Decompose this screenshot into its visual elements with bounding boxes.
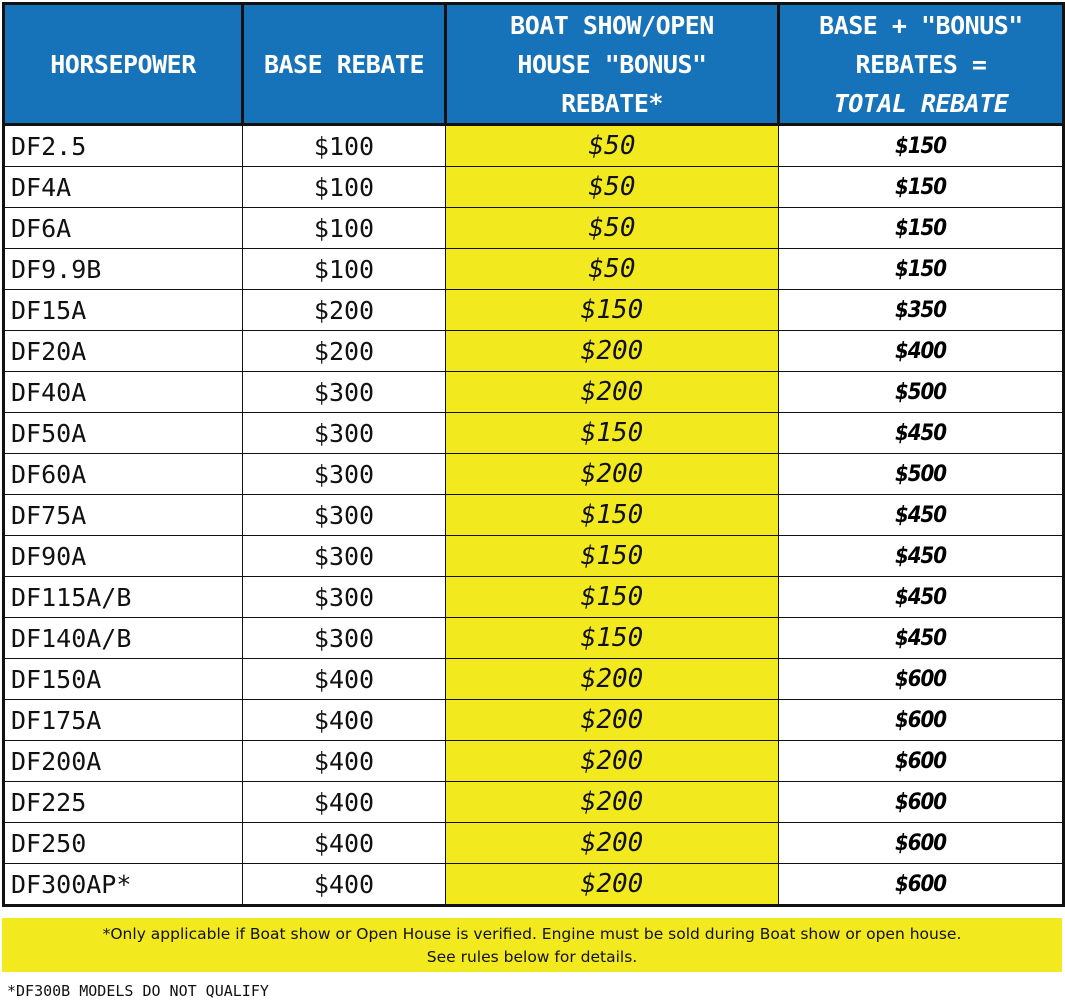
base-rebate-cell: $400 [243, 741, 446, 782]
total-rebate-cell: $600 [779, 823, 1064, 864]
base-rebate-cell: $100 [243, 167, 446, 208]
header-base-rebate [243, 4, 446, 125]
horsepower-cell: DF300AP* [4, 864, 243, 906]
header-row [4, 4, 1064, 125]
total-rebate-cell: $600 [779, 700, 1064, 741]
table-row [4, 618, 1064, 659]
horsepower-cell: DF20A [4, 331, 243, 372]
total-rebate-cell: $600 [779, 741, 1064, 782]
horsepower-cell: DF4A [4, 167, 243, 208]
horsepower-cell: DF2.5 [4, 125, 243, 167]
horsepower-cell: DF60A [4, 454, 243, 495]
base-rebate-cell: $300 [243, 413, 446, 454]
header-bonus-line-3: REBATE* [561, 88, 663, 118]
base-rebate-cell: $300 [243, 536, 446, 577]
total-rebate-cell: $350 [779, 290, 1064, 331]
bonus-rebate-cell: $50 [446, 208, 779, 249]
bonus-rebate-cell: $200 [446, 741, 779, 782]
horsepower-cell: DF75A [4, 495, 243, 536]
table-row [4, 454, 1064, 495]
base-rebate-cell: $300 [243, 495, 446, 536]
total-rebate-cell: $450 [779, 413, 1064, 454]
header-bonus-line-1: BOAT SHOW/OPEN [510, 10, 714, 40]
footnote-box [2, 918, 1062, 972]
base-rebate-cell: $100 [243, 208, 446, 249]
bonus-rebate-cell: $50 [446, 167, 779, 208]
base-rebate-cell: $400 [243, 823, 446, 864]
bonus-rebate-cell: $50 [446, 249, 779, 290]
table-row [4, 372, 1064, 413]
base-rebate-cell: $400 [243, 782, 446, 823]
bonus-rebate-cell: $150 [446, 577, 779, 618]
base-rebate-cell: $100 [243, 125, 446, 167]
bonus-rebate-cell: $150 [446, 495, 779, 536]
horsepower-cell: DF225 [4, 782, 243, 823]
rebate-rows [4, 125, 1064, 906]
table-row [4, 700, 1064, 741]
header-horsepower-label: HORSEPOWER [50, 49, 196, 79]
header-base-rebate-label: BASE REBATE [263, 49, 425, 79]
base-rebate-cell: $400 [243, 864, 446, 906]
base-rebate-cell: $400 [243, 700, 446, 741]
header-total-line-2: REBATES = [855, 49, 987, 79]
bonus-rebate-cell: $200 [446, 372, 779, 413]
table-row [4, 208, 1064, 249]
table-row [4, 864, 1064, 906]
bonus-rebate-cell: $200 [446, 454, 779, 495]
total-rebate-cell: $150 [779, 249, 1064, 290]
bonus-rebate-cell: $200 [446, 823, 779, 864]
bonus-rebate-cell: $200 [446, 864, 779, 906]
bonus-rebate-cell: $150 [446, 536, 779, 577]
base-rebate-cell: $300 [243, 577, 446, 618]
table-row [4, 167, 1064, 208]
header-total-line-1: BASE + "BONUS" [819, 10, 1023, 40]
horsepower-cell: DF140A/B [4, 618, 243, 659]
bonus-rebate-cell: $200 [446, 331, 779, 372]
horsepower-cell: DF40A [4, 372, 243, 413]
table-row [4, 331, 1064, 372]
total-rebate-cell: $600 [779, 864, 1064, 906]
header-bonus-line-2: HOUSE "BONUS" [517, 49, 707, 79]
bonus-rebate-cell: $150 [446, 413, 779, 454]
base-rebate-cell: $200 [243, 290, 446, 331]
horsepower-cell: DF50A [4, 413, 243, 454]
table-row [4, 577, 1064, 618]
base-rebate-cell: $400 [243, 659, 446, 700]
header-horsepower [4, 4, 243, 125]
total-rebate-cell: $400 [779, 331, 1064, 372]
bonus-rebate-cell: $150 [446, 618, 779, 659]
horsepower-cell: DF115A/B [4, 577, 243, 618]
header-total-rebate [779, 4, 1064, 125]
horsepower-cell: DF250 [4, 823, 243, 864]
base-rebate-cell: $300 [243, 454, 446, 495]
total-rebate-cell: $450 [779, 536, 1064, 577]
horsepower-cell: DF175A [4, 700, 243, 741]
table-row [4, 290, 1064, 331]
header-total-line-3: TOTAL REBATE [833, 88, 1009, 118]
total-rebate-cell: $150 [779, 125, 1064, 167]
header-bonus-rebate [446, 4, 779, 125]
horsepower-cell: DF6A [4, 208, 243, 249]
total-rebate-cell: $150 [779, 208, 1064, 249]
total-rebate-cell: $600 [779, 782, 1064, 823]
bonus-rebate-cell: $200 [446, 700, 779, 741]
total-rebate-cell: $450 [779, 577, 1064, 618]
table-row [4, 659, 1064, 700]
footnote-line-1: *Only applicable if Boat show or Open House is verified. Engine must be sold during Boat show or open house. [102, 925, 962, 943]
horsepower-cell: DF90A [4, 536, 243, 577]
rebate-table [2, 2, 1065, 907]
disclaimer-note: *DF300B MODELS DO NOT QUALIFY [7, 982, 269, 1000]
bonus-rebate-cell: $50 [446, 125, 779, 167]
table-row [4, 741, 1064, 782]
total-rebate-cell: $450 [779, 618, 1064, 659]
total-rebate-cell: $500 [779, 454, 1064, 495]
horsepower-cell: DF15A [4, 290, 243, 331]
bonus-rebate-cell: $200 [446, 659, 779, 700]
horsepower-cell: DF9.9B [4, 249, 243, 290]
total-rebate-cell: $600 [779, 659, 1064, 700]
total-rebate-cell: $450 [779, 495, 1064, 536]
base-rebate-cell: $300 [243, 372, 446, 413]
bonus-rebate-cell: $200 [446, 782, 779, 823]
table-row [4, 249, 1064, 290]
table-row [4, 536, 1064, 577]
horsepower-cell: DF200A [4, 741, 243, 782]
table-row [4, 125, 1064, 167]
table-row [4, 782, 1064, 823]
table-row [4, 413, 1064, 454]
base-rebate-cell: $200 [243, 331, 446, 372]
table-row [4, 823, 1064, 864]
base-rebate-cell: $300 [243, 618, 446, 659]
table-row [4, 495, 1064, 536]
base-rebate-cell: $100 [243, 249, 446, 290]
bonus-rebate-cell: $150 [446, 290, 779, 331]
total-rebate-cell: $500 [779, 372, 1064, 413]
total-rebate-cell: $150 [779, 167, 1064, 208]
footnote-line-2: See rules below for details. [426, 948, 638, 966]
horsepower-cell: DF150A [4, 659, 243, 700]
